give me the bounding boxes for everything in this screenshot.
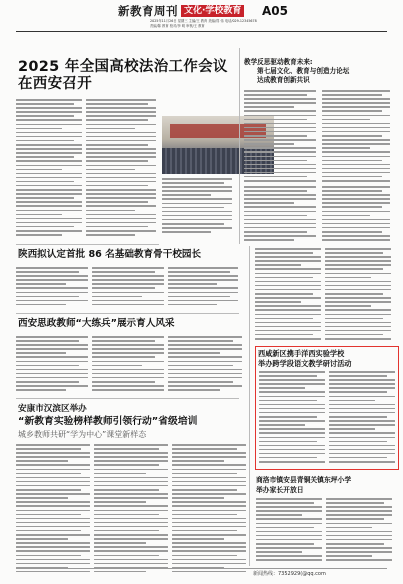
right-mid-column-1 [244, 186, 316, 244]
shaanxi-column-3 [168, 267, 238, 311]
right-top-title-line2: 达成教育创新共识 [257, 76, 310, 84]
hanzhong-column-2 [94, 444, 168, 576]
masthead-meta-line1: 2025年11月26日 星期三 主编/王 教育 美编/郑 伟 电话/029-12345678 [150, 19, 257, 23]
hanzhong-column-1 [16, 444, 90, 576]
shangluo-title-line1: 商洛市镇安县青铜关镇东坪小学 [256, 476, 352, 484]
shangluo-column-2 [326, 498, 392, 566]
column-divider-2 [249, 246, 250, 566]
right-lower-column-2 [325, 248, 391, 344]
shaanxi-column-1 [16, 267, 88, 311]
highlight-title-line1: 西咸新区携手洋西实验学校 [258, 349, 345, 358]
right-lower-column-1 [255, 248, 321, 344]
highlight-column-2 [329, 371, 395, 467]
masthead-meta-line2: 责编/陈 教育 校对/李 明 审核/王 教育 [150, 23, 205, 28]
xian-column-2 [92, 336, 164, 396]
highlight-column-1 [259, 371, 325, 467]
main-article-column-2 [86, 99, 156, 239]
section-rule-2 [16, 313, 239, 314]
masthead-rule [16, 31, 387, 32]
shaanxi-column-2 [92, 267, 164, 311]
xian-column-1 [16, 336, 88, 396]
right-top-title-line1: 第七届文化、教育与创造力论坛 [257, 67, 350, 75]
main-article-column-3 [162, 178, 232, 238]
hanzhong-subtitle: 城乡教师共研“学为中心”课堂新样态 [18, 430, 147, 439]
main-article-title-line2: 在西安召开 [18, 76, 92, 92]
footer-rule [16, 568, 387, 569]
shangluo-title-line2: 举办家长开放日 [256, 486, 304, 494]
shaanxi-article-title: 陕西拟认定首批 86 名基础教育骨干校园长 [18, 249, 202, 260]
right-top-column-1 [244, 90, 316, 186]
hanzhong-column-3 [172, 444, 246, 576]
xian-article-title: 西安思政教师“大练兵”展示育人风采 [18, 318, 175, 329]
right-top-column-2 [322, 90, 390, 186]
xian-column-3 [168, 336, 242, 396]
masthead-meta [150, 19, 310, 28]
right-mid-column-2 [322, 186, 390, 244]
masthead-section-tag: 文化·学校教育 [181, 5, 244, 17]
footer-contact: 新闻热线：7352929(@qq.com [253, 571, 326, 577]
main-article-column-1 [16, 99, 82, 239]
page-number: A05 [262, 4, 288, 18]
section-rule-3 [16, 398, 239, 399]
section-rule-1 [16, 244, 159, 245]
main-article-title: 2025 年全国高校法治工作会议 [18, 59, 228, 75]
masthead-brand: 新教育周刊 [118, 4, 178, 18]
shangluo-column-1 [256, 498, 322, 566]
column-divider [239, 48, 240, 244]
right-top-kicker: 教学反思驱动教育未来: [244, 58, 313, 66]
hanzhong-article-title: “新教育实验榜样教师引领行动”省级培训 [18, 416, 198, 427]
hanzhong-kicker: 安康市汉滨区举办 [18, 404, 87, 414]
highlight-title-line2: 举办跨学段语文教学研讨活动 [258, 359, 352, 368]
